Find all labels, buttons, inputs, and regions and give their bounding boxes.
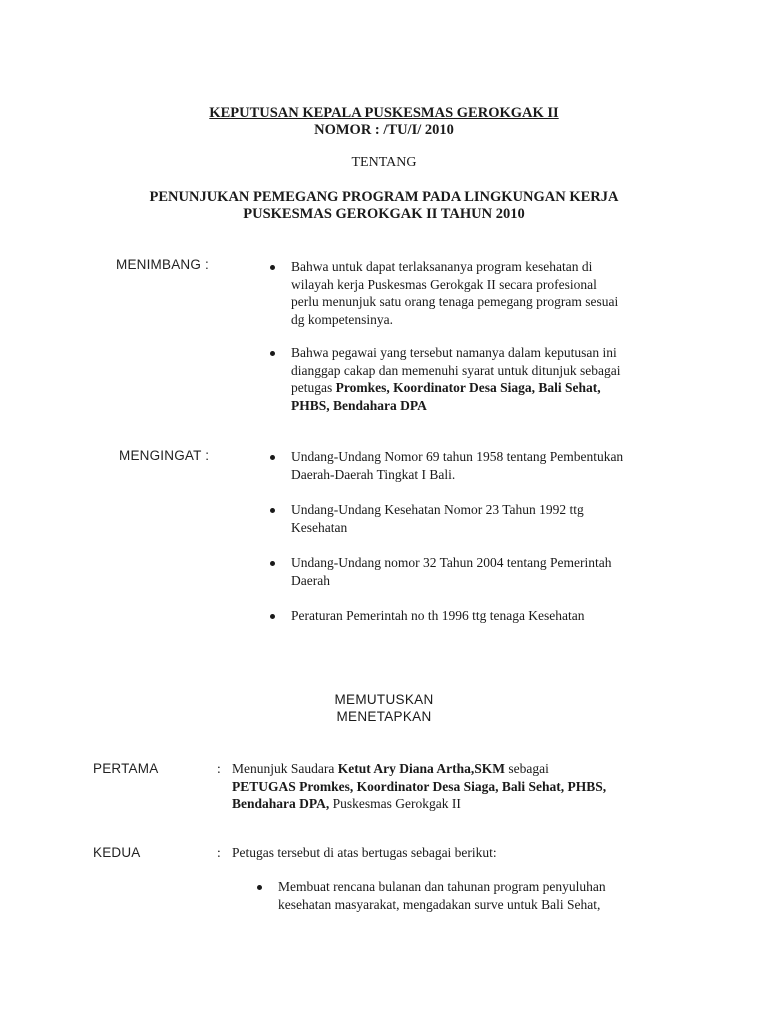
text-line: kesehatan masyarakat, mengadakan surve untuk Bali Sehat, bbox=[278, 896, 601, 912]
text-line bbox=[291, 379, 621, 397]
text-span: petugas bbox=[291, 380, 336, 395]
subject-line-2: PUSKESMAS GEROKGAK II TAHUN 2010 bbox=[243, 206, 525, 222]
text-line: Bahwa pegawai yang tersebut namanya dalam keputusan ini bbox=[291, 345, 617, 360]
subject-line-1: PENUNJUKAN PEMEGANG PROGRAM PADA LINGKUNGAN KERJA bbox=[149, 189, 619, 205]
text-line: Bahwa untuk dapat terlaksananya program kesehatan di bbox=[291, 259, 593, 274]
mengingat-label: MENGINGAT : bbox=[119, 448, 210, 463]
bold-text: Promkes, Koordinator Desa Siaga, Bali Sehat, bbox=[335, 380, 601, 395]
text-line: Undang-Undang nomor 32 Tahun 2004 tentang Pemerintah bbox=[291, 555, 612, 570]
kedua-colon: : bbox=[217, 845, 221, 860]
document-title: KEPUTUSAN KEPALA PUSKESMAS GEROKGAK II bbox=[209, 105, 559, 121]
text-line: wilayah kerja Puskesmas Gerokgak II secara profesional bbox=[291, 276, 597, 292]
text-line: Daerah-Daerah Tingkat I Bali. bbox=[291, 466, 456, 482]
text-line bbox=[232, 760, 606, 778]
text-line bbox=[291, 397, 621, 415]
menetapkan-heading: MENETAPKAN bbox=[336, 709, 432, 724]
kedua-label: KEDUA bbox=[93, 845, 141, 860]
bold-text: PETUGAS Promkes, Koordinator Desa Siaga, Bali Sehat, PHBS, bbox=[232, 778, 607, 794]
bullet-icon bbox=[270, 455, 275, 460]
text-line: dg kompetensinya. bbox=[291, 311, 393, 327]
bullet-icon bbox=[270, 508, 275, 513]
pertama-label: PERTAMA bbox=[93, 761, 159, 776]
text-line bbox=[232, 795, 606, 813]
bullet-icon bbox=[270, 265, 275, 270]
pertama-colon: : bbox=[217, 761, 221, 776]
menimbang-label: MENIMBANG : bbox=[116, 257, 209, 272]
bullet-icon bbox=[257, 885, 262, 890]
text-span: Puskesmas Gerokgak II bbox=[329, 796, 461, 811]
text-line: Daerah bbox=[291, 572, 330, 588]
text-span: sebagai bbox=[504, 761, 549, 776]
text-line: Undang-Undang Kesehatan Nomor 23 Tahun 1992 ttg bbox=[291, 502, 584, 517]
text-span: Menunjuk Saudara bbox=[232, 761, 338, 776]
kedua-text: Petugas tersebut di atas bertugas sebagai berikut: bbox=[232, 845, 497, 860]
bold-text: Bendahara DPA, bbox=[232, 796, 330, 811]
tentang-heading: TENTANG bbox=[351, 155, 417, 170]
bullet-icon bbox=[270, 561, 275, 566]
pertama-text bbox=[232, 760, 606, 813]
appointee-name: Ketut Ary Diana Artha,SKM bbox=[337, 761, 505, 776]
memutuskan-heading: MEMUTUSKAN bbox=[334, 692, 434, 707]
text-line: perlu menunjuk satu orang tenaga pemegang program sesuai bbox=[291, 294, 619, 309]
text-line bbox=[232, 778, 606, 796]
text-line: Kesehatan bbox=[291, 519, 348, 535]
text-line: Peraturan Pemerintah no th 1996 ttg tenaga Kesehatan bbox=[291, 608, 585, 623]
bold-text: PHBS, Bendahara DPA bbox=[291, 397, 427, 413]
text-line: dianggap cakap dan memenuhi syarat untuk ditunjuk sebagai bbox=[291, 362, 621, 378]
document-number: NOMOR : /TU/I/ 2010 bbox=[314, 122, 454, 138]
text-line: Undang-Undang Nomor 69 tahun 1958 tentang Pembentukan bbox=[291, 449, 624, 464]
bullet-icon bbox=[270, 614, 275, 619]
bullet-icon bbox=[270, 351, 275, 356]
text-line: Membuat rencana bulanan dan tahunan program penyuluhan bbox=[278, 879, 606, 894]
